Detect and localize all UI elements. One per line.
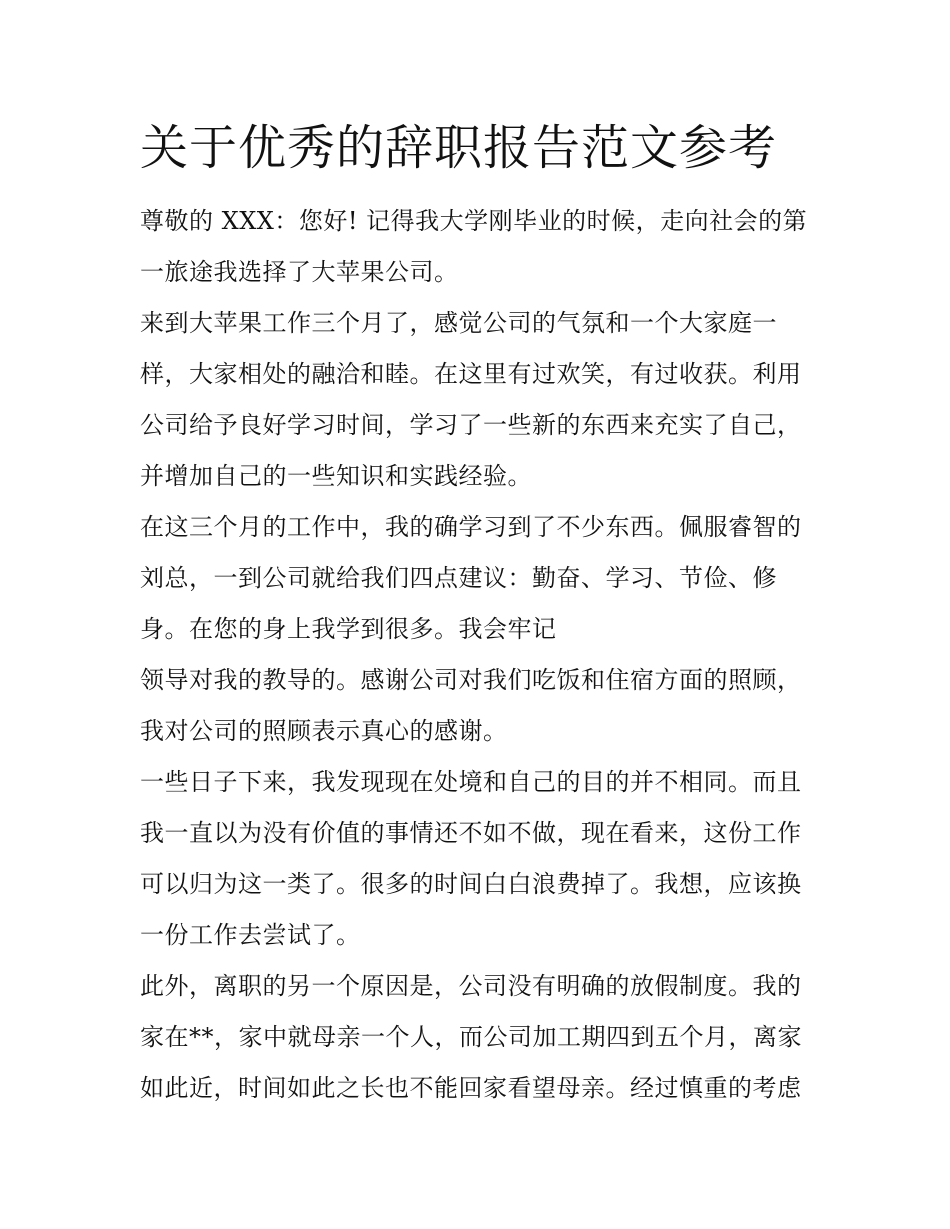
- body-line: 在这三个月的工作中，我的确学习到了不少东西。佩服睿智的: [140, 513, 802, 541]
- body-line: 一份工作去尝试了。: [140, 921, 361, 949]
- body-line: 公司给予良好学习时间，学习了一些新的东西来充实了自己，: [140, 411, 802, 439]
- body-line: 并增加自己的一些知识和实践经验。: [140, 462, 532, 490]
- document-body: [140, 196, 812, 1114]
- body-line: 我对公司的照顾表示真心的感谢。: [140, 717, 508, 745]
- body-line: 家在**，家中就母亲一个人，而公司加工期四到五个月，离家: [140, 1023, 802, 1051]
- body-line: 身。在您的身上我学到很多。我会牢记: [140, 615, 557, 643]
- body-line: 我一直以为没有价值的事情还不如不做，现在看来，这份工作: [140, 819, 802, 847]
- body-line: 刘总，一到公司就给我们四点建议：勤奋、学习、节俭、修: [140, 564, 777, 592]
- body-line: 如此近，时间如此之长也不能回家看望母亲。经过慎重的考虑: [140, 1074, 802, 1102]
- body-line: 此外，离职的另一个原因是，公司没有明确的放假制度。我的: [140, 972, 802, 1000]
- body-line: 可以归为这一类了。很多的时间白白浪费掉了。我想，应该换: [140, 870, 802, 898]
- document-title: 关于优秀的辞职报告范文参考: [140, 120, 778, 176]
- body-line: 一些日子下来，我发现现在处境和自己的目的并不相同。而且: [140, 768, 802, 796]
- body-line: 一旅途我选择了大苹果公司。: [140, 258, 459, 286]
- body-line: 领导对我的教导的。感谢公司对我们吃饭和住宿方面的照顾，: [140, 666, 802, 694]
- body-line: 尊敬的 XXX：您好! 记得我大学刚毕业的时候，走向社会的第: [140, 207, 808, 235]
- body-line: 样，大家相处的融洽和睦。在这里有过欢笑，有过收获。利用: [140, 360, 802, 388]
- body-line: 来到大苹果工作三个月了，感觉公司的气氛和一个大家庭一: [140, 309, 777, 337]
